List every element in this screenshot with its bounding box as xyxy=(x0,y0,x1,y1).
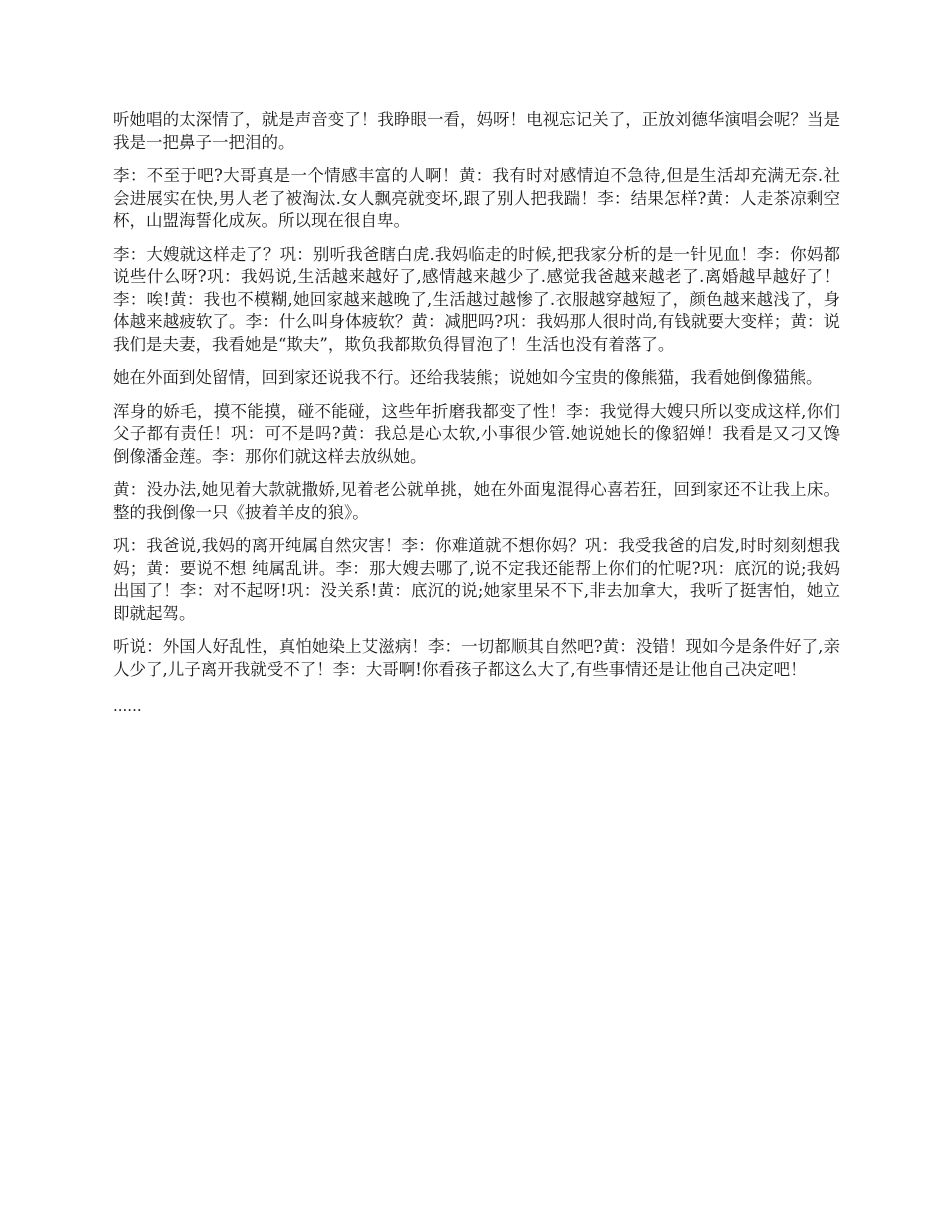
paragraph: 黄：没办法,她见着大款就撒娇,见着老公就单挑，她在外面鬼混得心喜若狂，回到家还不让我上床。整的我倒像一只《披着羊皮的狼》。 xyxy=(113,480,840,522)
paragraph: 浑身的娇毛，摸不能摸，碰不能碰，这些年折磨我都变了性！李：我觉得大嫂只所以变成这样,你们父子都有责任！巩：可不是吗?黄：我总是心太软,小事很少管.她说她长的像貂婵！我看是又刁又馋倒像潘金莲。李：那你们就这样去放纵她。 xyxy=(113,401,840,466)
paragraph: 听她唱的太深情了，就是声音变了！我睁眼一看，妈呀！电视忘记关了，正放刘德华演唱会呢？当是我是一把鼻子一把泪的。 xyxy=(113,110,840,152)
paragraph: 巩：我爸说,我妈的离开纯属自然灾害！李：你难道就不想你妈？巩：我受我爸的启发,时时刻刻想我妈；黄：要说不想 纯属乱讲。李：那大嫂去哪了,说不定我还能帮上你们的忙呢?巩：底沉的说;我妈出国了！李：对不起呀!巩：没关系!黄：底沉的说;她家里呆不下,非去加拿大，我听了挺害怕，她立即就起驾。 xyxy=(113,536,840,623)
document-body xyxy=(113,109,840,718)
paragraph: 李：大嫂就这样走了？巩：别听我爸瞎白虎.我妈临走的时候,把我家分析的是一针见血！李：你妈都说些什么呀?巩：我妈说,生活越来越好了,感情越来越少了.感觉我爸越来越老了.离婚越早越好了！李：唉!黄：我也不模糊,她回家越来越晚了,生活越过越惨了.衣服越穿越短了，颜色越来越浅了，身体越来越疲软了。李：什么叫身体疲软？黄：减肥吗?巩：我妈那人很时尚,有钱就要大变样；黄：说我们是夫妻，我看她是“欺夫”，欺负我都欺负得冒泡了！生活也没有着落了。 xyxy=(113,244,840,354)
continuation-ellipsis: ...... xyxy=(113,697,142,715)
paragraph: 听说：外国人好乱性，真怕她染上艾滋病！李：一切都顺其自然吧?黄：没错！现如今是条件好了,亲人少了,儿子离开我就受不了！李：大哥啊!你看孩子都这么大了,有些事情还是让他自己决定吧！ xyxy=(113,637,840,679)
paragraph: 她在外面到处留情，回到家还说我不行。还给我装熊；说她如今宝贵的像熊猫，我看她倒像猫熊。 xyxy=(113,368,823,387)
paragraph: 李：不至于吧?大哥真是一个情感丰富的人啊！黄：我有时对感情迫不急待,但是生活却充满无奈.社会进展实在快,男人老了被淘汰.女人飘亮就变坏,跟了别人把我踹！李：结果怎样?黄：人走茶凉剩空杯，山盟海誓化成灰。所以现在很自卑。 xyxy=(113,166,840,230)
